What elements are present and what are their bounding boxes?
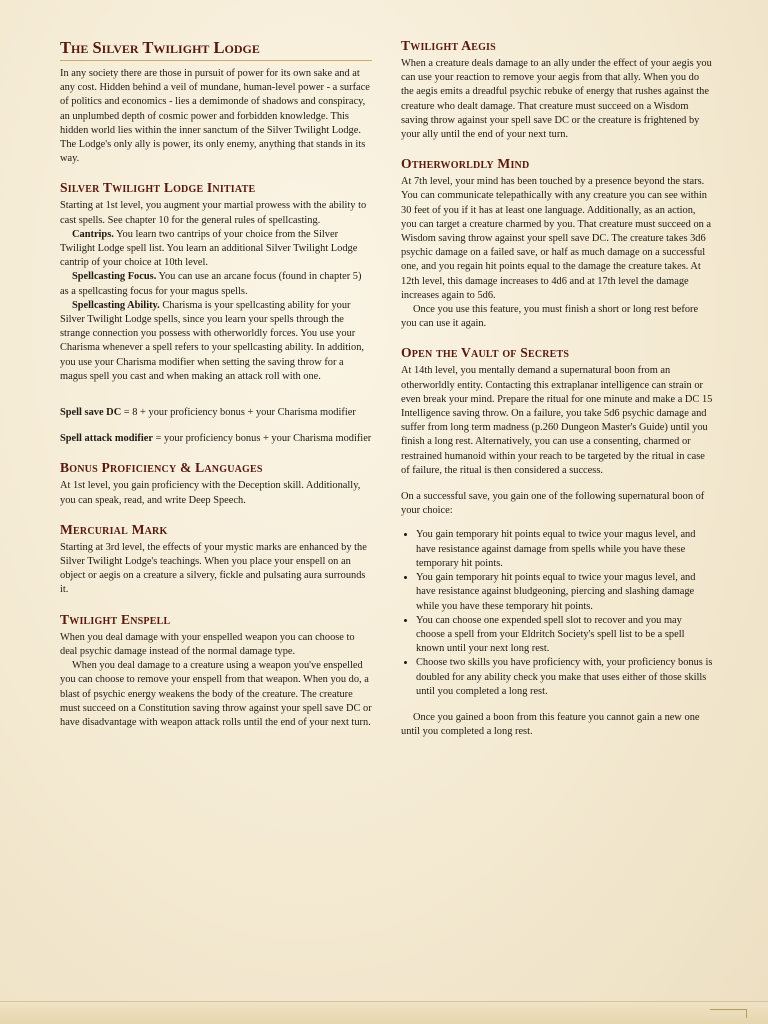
cantrips-paragraph	[60, 228, 372, 271]
left-column	[60, 38, 372, 730]
heading-mercurial: Mercurial Mark	[60, 521, 168, 537]
aegis-text: When a creature deals damage to an ally under the effect of your aegis you can use your reaction to remove your aegis from that ally. When you do the aegis emits a dreadful psychic rebuke of energy that rushes against the creature who dealt damage. That creature must succeed on a Wisdom saving throw against your spell save DC or the creature is frightened by your ally until the end of your next turn.	[401, 58, 712, 141]
focus-text: You can use an arcane focus (found in chapter 5) as a spellcasting focus for your magus spells.	[60, 271, 362, 297]
page-footer	[0, 1001, 768, 1024]
right-column	[401, 38, 713, 739]
mind-text-2: Once you use this feature, you must finish a short or long rest before you can use it again.	[401, 304, 699, 330]
heading-bonus: Bonus Proficiency & Languages	[60, 460, 263, 476]
section-vault	[401, 345, 713, 739]
dc-text: = 8 + your proficiency bonus + your Charisma modifier	[121, 407, 356, 419]
section-enspell	[60, 612, 372, 730]
focus-paragraph	[60, 270, 372, 298]
list-item: • You gain temporary hit points equal to twice your magus level, and have resistance against damage from spells while you have these temporary hit points.	[416, 528, 713, 571]
mind-text-1: At 7th level, your mind has been touched by a presence beyond the stars. You can communicate telepathically with any creature you can see within 30 feet of you if it has at least one language. Additionally, as an action, you can target a creature charmed by you. That creature must succeed on a Wisdom saving throw against your spell save DC. The creature takes 3d6 psychic damage on a failed save, or half as much damage on a successful one, and you regain hit points equal to the damage the creature takes. At 12th level, this damage increases to 4d6 and at 17th level the damage increases again to 5d6.	[401, 176, 712, 301]
heading-vault: Open the Vault of Secrets	[401, 345, 570, 361]
footer-ornament	[710, 1009, 747, 1018]
spell-save-dc	[60, 406, 372, 420]
heading-enspell: Twilight Enspell	[60, 611, 171, 627]
heading-initiate: Silver Twilight Lodge Initiate	[60, 180, 256, 196]
enspell-text-1: When you deal damage with your enspelled weapon you can choose to deal psychic damage instead of the normal damage type.	[60, 631, 355, 657]
section-mercurial	[60, 522, 372, 598]
list-item: • You can choose one expended spell slot to recover and you may choose a spell from your Eldritch Society's spell list to be a spell known until your next long rest.	[416, 614, 713, 657]
list-item: • Choose two skills you have proficiency with, your proficiency bonus is doubled for any ability check you make that uses either of those skills until you completed a long rest.	[416, 656, 713, 699]
intro-paragraph: In any society there are those in pursuit of power for its own sake and at any cost. Hidden behind a veil of mundane, human-level power - a surface of politics and economics - lies a demimonde of shadows and conspiracy, an unplumbed depth of cosmic power and forbidden knowledge. This hidden world lies within the inner sanctum of the Silver Twilight Lodge. The Lodge's only ally is power, its only enemy, anything that stands in its way.	[60, 68, 370, 165]
page-title: The Silver Twilight Lodge	[60, 38, 372, 61]
cantrips-text: You learn two cantrips of your choice from the Silver Twilight Lodge spell list. You learn an additional Silver Twilight Lodge cantrip of your choice at 10th level.	[60, 228, 358, 269]
cantrips-label: Cantrips.	[72, 228, 114, 240]
section-mind	[401, 156, 713, 331]
ability-paragraph	[60, 299, 372, 384]
attack-label: Spell attack modifier	[60, 433, 153, 445]
vault-text-2: On a successful save, you gain one of the following supernatural boon of your choice:	[401, 491, 705, 517]
heading-aegis: Twilight Aegis	[401, 38, 496, 53]
vault-text-3: Once you gained a boon from this feature you cannot gain a new one until you completed a long rest.	[401, 711, 700, 738]
ability-text: Charisma is your spellcasting ability for your Silver Twilight Lodge spells, since you learn your spells through the strange connection you possess with otherworldly forces. You use your Charisma whenever a spell refers to your spellcasting ability. In addition, you use your Charisma modifier when setting the saving throw for a magus spell you cast and when making an attack roll with one.	[60, 299, 365, 382]
attack-text: = your proficiency bonus + your Charisma modifier	[152, 433, 372, 445]
section-aegis	[401, 38, 713, 142]
enspell-text-2: When you deal damage to a creature using a weapon you've enspelled you can choose to remove your enspell from that weapon. When you do, a blast of psychic energy weakens the body of the creature. The creature must succeed on a Constitution saving throw against your spell save DC or have disadvantage with weapon attack rolls until the end of your next turn.	[60, 660, 372, 728]
focus-label: Spellcasting Focus.	[72, 271, 157, 283]
initiate-text: Starting at 1st level, you augment your martial prowess with the ability to cast spells. See chapter 10 for the general rules of spellcasting.	[60, 200, 367, 226]
mercurial-text: Starting at 3rd level, the effects of your mystic marks are enhanced by the Silver Twilight Lodge's teachings. When you place your enspell on an object or aegis on a creature a silvery, fickle and pulsating aura surrounds it.	[60, 541, 367, 596]
list-item: • You gain temporary hit points equal to twice your magus level, and have resistance against bludgeoning, piercing and slashing damage while you have these temporary hit points.	[416, 571, 713, 614]
section-bonus	[60, 460, 372, 507]
ability-label: Spellcasting Ability.	[72, 299, 160, 311]
vault-text-1: At 14th level, you mentally demand a supernatural boon from an otherworldly entity. Contacting this extraplanar intelligence can strain or even break your mind. Prepare the ritual for one minute and make a DC 15 Intelligence saving throw. On a failure, you take 5d6 psychic damage and suffer from long term madness (p.260 Dungeon Master's Guide) until you finish a long rest. Alternatively, you can use a consenting, charmed or restrained humanoid within your reach to be targeted by the ritual in case of failure, the ritual is then considered a success.	[401, 365, 713, 476]
heading-mind: Otherworldly Mind	[401, 156, 530, 172]
bonus-text: At 1st level, you gain proficiency with the Deception skill. Additionally, you can speak, read, and write Deep Speech.	[60, 480, 361, 506]
spell-attack-modifier	[60, 432, 372, 446]
boon-list	[401, 528, 713, 698]
section-initiate	[60, 180, 372, 446]
dc-label: Spell save DC	[60, 407, 122, 419]
